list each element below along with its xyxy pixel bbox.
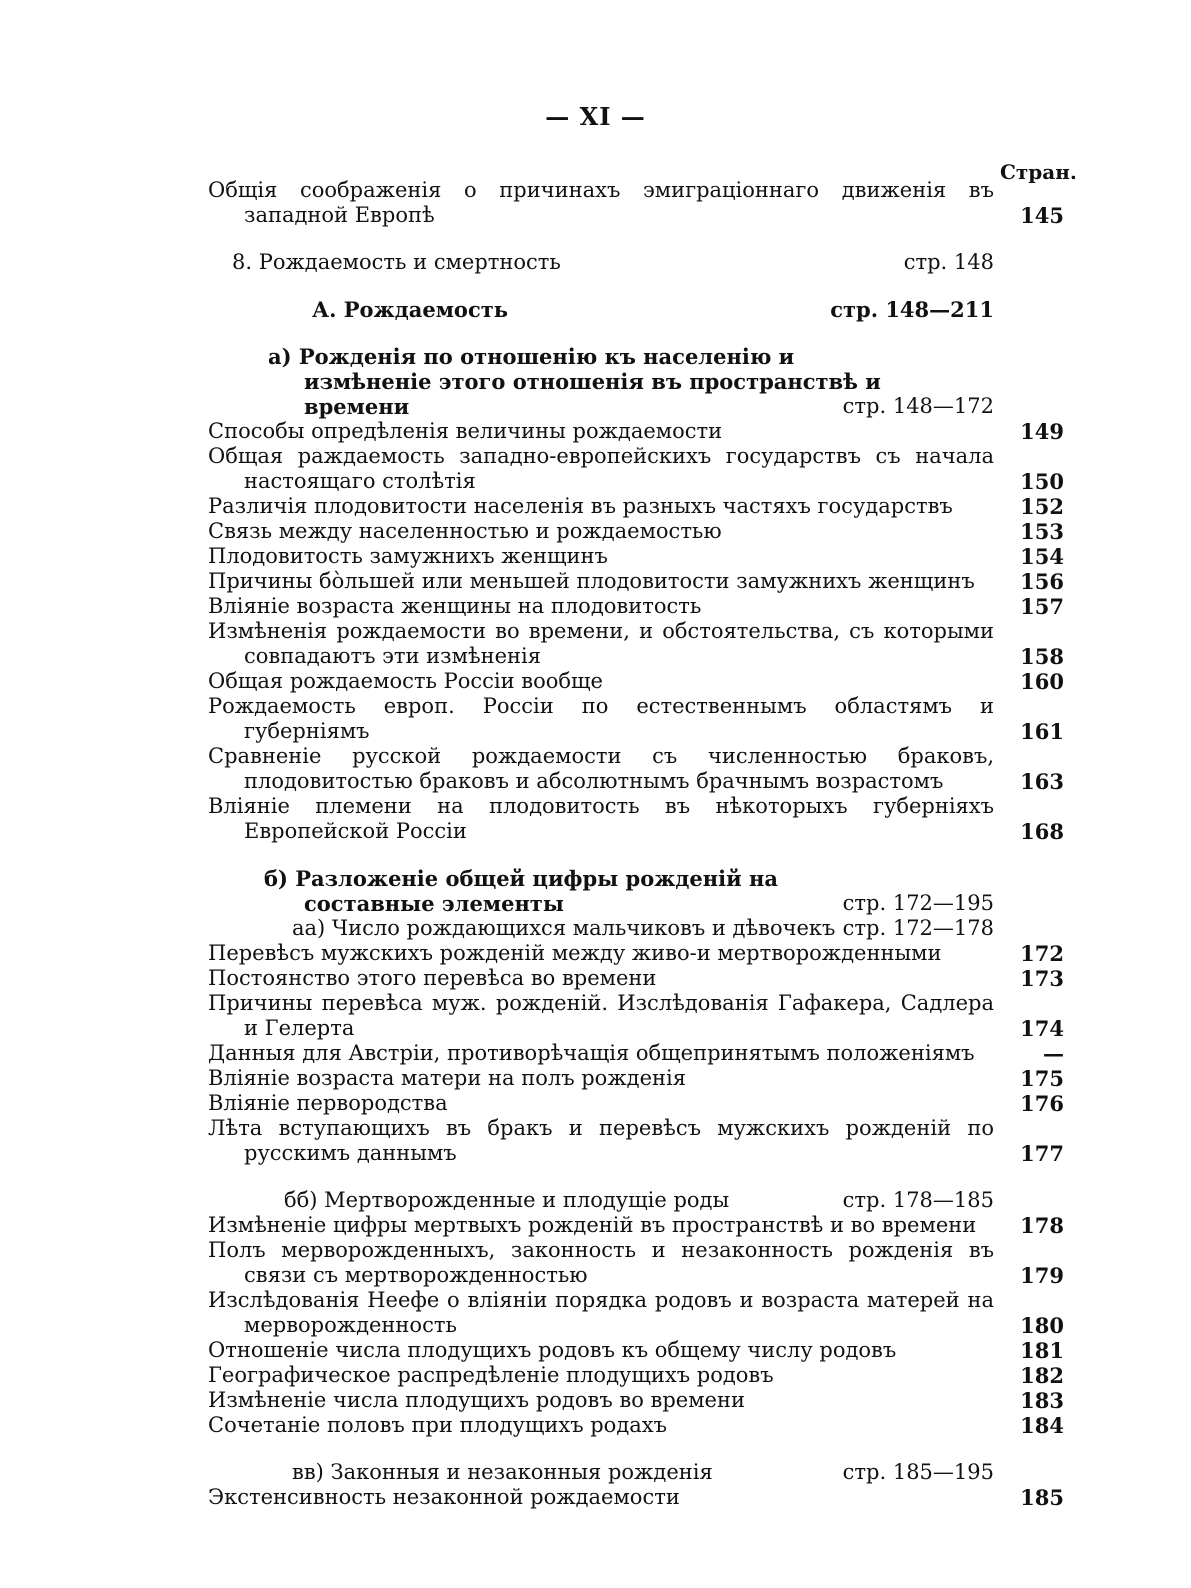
section-pages: стр. 148—172 <box>842 394 994 418</box>
toc-entry-page: 175 <box>1020 1066 1064 1091</box>
toc-entry-page: 172 <box>1020 941 1064 966</box>
toc-entry-text: Изслѣдованія Неефе о вліяніи порядка родовъ и возраста матерей на мерворожденность <box>208 1288 994 1337</box>
section-title: а) Рожденія по отношенію къ населенію и измѣненіе этого отношенія въ пространствѣ и времени <box>268 344 881 419</box>
section-pages: стр. 185—195 <box>842 1460 994 1484</box>
toc-entry-page: 180 <box>1020 1313 1064 1338</box>
toc-entry-page: 163 <box>1020 769 1064 794</box>
toc-entry <box>208 966 1064 991</box>
toc-entry-text: Плодовитость замужнихъ женщинъ <box>208 544 608 568</box>
toc-entry-page: 181 <box>1020 1338 1064 1363</box>
toc-entry-page: 145 <box>1020 203 1064 228</box>
section-pages: стр. 172—195 <box>842 891 994 915</box>
toc-entry-text: Измѣненіе цифры мертвыхъ рожденій въ пространствѣ и во времени <box>208 1213 977 1237</box>
page-numeral: — XI — <box>545 102 646 131</box>
toc-entry-page: 178 <box>1020 1213 1064 1238</box>
section-heading <box>208 866 1064 916</box>
toc-entry-text: Отношеніе числа плодущихъ родовъ къ общему числу родовъ <box>208 1338 897 1362</box>
toc-entry-page: 185 <box>1020 1485 1064 1510</box>
section-title: аа) Число рождающихся мальчиковъ и дѣвочекъ <box>292 916 836 940</box>
toc-entry-text: Полъ мерворожденныхъ, законность и незаконность рожденія въ связи съ мертворожденностью <box>208 1238 994 1287</box>
toc-entry-page: 149 <box>1020 419 1064 444</box>
toc-entry-page: 168 <box>1020 819 1064 844</box>
section-heading <box>208 1188 1064 1213</box>
toc-entry-text: Постоянство этого перевѣса во времени <box>208 966 657 990</box>
section-pages: стр. 148—211 <box>830 297 994 322</box>
toc-entry-page: 157 <box>1020 594 1064 619</box>
section-heading <box>208 297 1064 322</box>
toc-entry-text: Вліяніе первородства <box>208 1091 448 1115</box>
toc-entry-page: 177 <box>1020 1141 1064 1166</box>
toc-entry-text: Связь между населенностью и рождаемостью <box>208 519 722 543</box>
toc-entry <box>208 619 1064 669</box>
toc-entry-page: 161 <box>1020 719 1064 744</box>
toc-entry <box>208 1041 1064 1066</box>
toc-entry <box>208 1288 1064 1338</box>
section-heading <box>208 250 1064 275</box>
section-heading <box>208 1460 1064 1485</box>
toc-entry-page: — <box>1043 1041 1064 1066</box>
toc-entry-page: 176 <box>1020 1091 1064 1116</box>
toc-entry <box>208 1066 1064 1091</box>
toc-entry-page: 158 <box>1020 644 1064 669</box>
toc-entry-page: 154 <box>1020 544 1064 569</box>
toc-entry-text: Лѣта вступающихъ въ бракъ и перевѣсъ мужскихъ рожденій по русскимъ даннымъ <box>208 1116 994 1165</box>
toc-entry <box>208 794 1064 844</box>
toc-entry <box>208 494 1064 519</box>
toc-entry <box>208 1363 1064 1388</box>
section-title: б) Разложеніе общей цифры рожденій на составные элементы <box>264 866 778 916</box>
table-of-contents <box>208 178 1064 1510</box>
toc-entry <box>208 1116 1064 1166</box>
section-heading <box>208 916 1064 941</box>
section-pages: стр. 148 <box>903 250 994 274</box>
toc-entry <box>208 744 1064 794</box>
toc-entry <box>208 1238 1064 1288</box>
toc-entry-page: 173 <box>1020 966 1064 991</box>
toc-entry <box>208 444 1064 494</box>
toc-entry-text: Перевѣсъ мужскихъ рожденій между живо-и мертворожденными <box>208 941 942 965</box>
toc-entry-page: 179 <box>1020 1263 1064 1288</box>
toc-entry <box>208 594 1064 619</box>
toc-entry-page: 160 <box>1020 669 1064 694</box>
toc-entry-page: 174 <box>1020 1016 1064 1041</box>
toc-entry-page: 184 <box>1020 1413 1064 1438</box>
section-title: бб) Мертворожденные и плодущіе роды <box>284 1188 730 1212</box>
toc-entry <box>208 694 1064 744</box>
toc-entry-page: 152 <box>1020 494 1064 519</box>
toc-entry-text: Рождаемость европ. Россіи по естественнымъ областямъ и губерніямъ <box>208 694 994 743</box>
toc-entry-text: Сочетаніе половъ при плодущихъ родахъ <box>208 1413 667 1437</box>
section-pages: стр. 178—185 <box>842 1188 994 1212</box>
toc-entry-page: 150 <box>1020 469 1064 494</box>
toc-entry-text: Вліяніе племени на плодовитость въ нѣкоторыхъ губерніяхъ Европейской Россіи <box>208 794 994 843</box>
toc-entry <box>208 519 1064 544</box>
toc-entry-page: 153 <box>1020 519 1064 544</box>
toc-entry-text: Измѣненія рождаемости во времени, и обстоятельства, съ которыми совпадаютъ эти измѣненія <box>208 619 994 668</box>
toc-entry-text: Измѣненіе числа плодущихъ родовъ во времени <box>208 1388 745 1412</box>
toc-entry <box>208 1388 1064 1413</box>
section-pages: стр. 172—178 <box>842 916 994 940</box>
toc-entry <box>208 1485 1064 1510</box>
toc-entry-text: Причины перевѣса муж. рожденій. Изслѣдованія Гафакера, Садлера и Гелерта <box>208 991 994 1040</box>
toc-entry-page: 182 <box>1020 1363 1064 1388</box>
toc-entry <box>208 669 1064 694</box>
toc-entry <box>208 419 1064 444</box>
toc-entry-text: Экстенсивность незаконной рождаемости <box>208 1485 680 1509</box>
toc-entry <box>208 1413 1064 1438</box>
toc-entry-page: 156 <box>1020 569 1064 594</box>
toc-entry <box>208 178 1064 228</box>
toc-entry <box>208 1213 1064 1238</box>
toc-entry-text: Общія соображенія о причинахъ эмиграціоннаго движенія въ западной Европѣ <box>208 178 994 227</box>
section-title: вв) Законныя и незаконныя рожденія <box>292 1460 713 1484</box>
toc-entry-text: Общая рождаемость Россіи вообще <box>208 669 603 693</box>
toc-entry <box>208 941 1064 966</box>
toc-entry-text: Вліяніе возраста матери на полъ рожденія <box>208 1066 686 1090</box>
toc-entry-text: Географическое распредѣленіе плодущихъ родовъ <box>208 1363 774 1387</box>
toc-entry-text: Общая раждаемость западно-европейскихъ государствъ съ начала настоящаго столѣтія <box>208 444 994 493</box>
toc-entry-text: Данныя для Австріи, противорѣчащія общепринятымъ положеніямъ <box>208 1041 975 1065</box>
toc-entry-text: Различія плодовитости населенія въ разныхъ частяхъ государствъ <box>208 494 953 518</box>
pages-column-label: Стран. <box>1000 160 1077 184</box>
toc-entry <box>208 1091 1064 1116</box>
toc-entry-page: 183 <box>1020 1388 1064 1413</box>
toc-entry-text: Вліяніе возраста женщины на плодовитость <box>208 594 702 618</box>
toc-entry <box>208 1338 1064 1363</box>
section-title: 8. Рождаемость и смертность <box>232 250 561 274</box>
toc-entry <box>208 569 1064 594</box>
toc-entry-text: Сравненіе русской рождаемости съ численностью браковъ, плодовитостью браковъ и абсолютнымъ брачнымъ возрастомъ <box>208 744 994 793</box>
toc-entry-text: Причины бòльшей или меньшей плодовитости замужнихъ женщинъ <box>208 569 975 593</box>
section-title: А. Рождаемость <box>312 297 508 322</box>
toc-entry-text: Способы опредѣленія величины рождаемости <box>208 419 723 443</box>
toc-entry <box>208 544 1064 569</box>
toc-entry <box>208 991 1064 1041</box>
section-heading <box>208 344 1064 419</box>
